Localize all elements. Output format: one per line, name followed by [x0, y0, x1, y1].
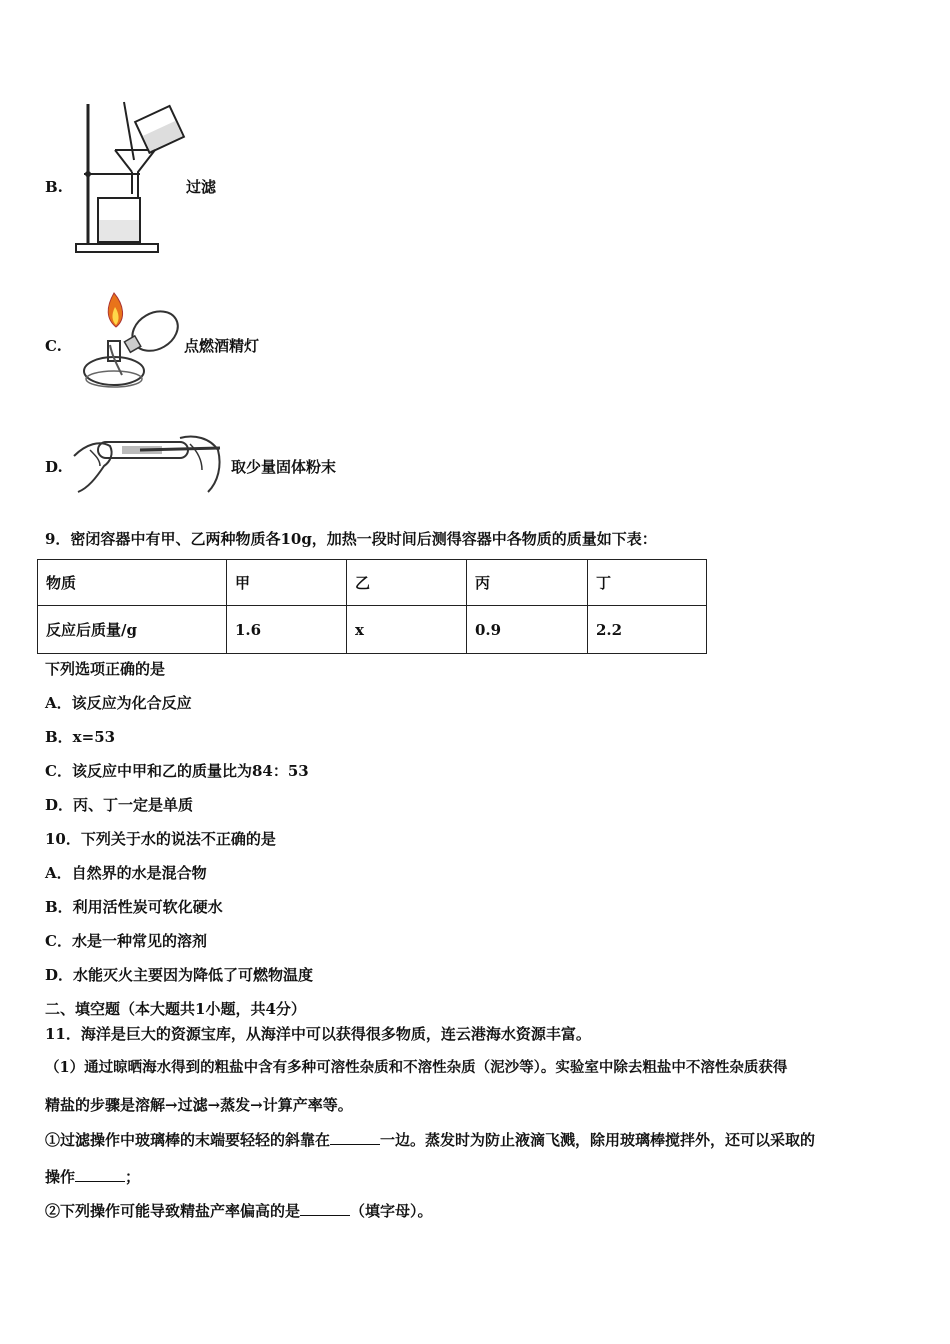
q11-part1-line1: （1）通过晾晒海水得到的粗盐中含有多种可溶性杂质和不溶性杂质（泥沙等）。实验室中除去粗盐中不溶性杂质获得: [45, 1059, 788, 1076]
q11-sub1-line1: [45, 1130, 815, 1149]
table-cell: 反应后质量/g: [38, 606, 227, 654]
q11-part1-line2: 精盐的步骤是溶解→过滤→蒸发→计算产率等。: [45, 1096, 353, 1114]
table-cell: 0.9: [467, 606, 588, 654]
table-header-cell: 丁: [588, 560, 707, 606]
table-cell: 1.6: [227, 606, 347, 654]
q11-sub1-text-a: ①过滤操作中玻璃棒的末端要轻轻的斜靠在: [45, 1131, 331, 1149]
q11-sub1-text-c: 操作: [45, 1168, 76, 1186]
section-title: 二、填空题（本大题共1小题，共4分）: [45, 1000, 306, 1018]
q9-option-d: D．丙、丁一定是单质: [45, 796, 194, 814]
q10-option-d: D．水能灭火主要因为降低了可燃物温度: [45, 966, 314, 984]
filtration-apparatus-icon: [70, 98, 190, 258]
q9-option-a: A．该反应为化合反应: [45, 694, 192, 712]
option-d-letter: D.: [45, 458, 63, 476]
option-b-letter: B.: [45, 178, 63, 196]
answer-blank[interactable]: [75, 1167, 125, 1182]
q9-stem: 9．密闭容器中有甲、乙两种物质各10g，加热一段时间后测得容器中各物质的质量如下表：: [45, 530, 657, 548]
table-cell: x: [347, 606, 467, 654]
q10-option-a: A．自然界的水是混合物: [45, 864, 207, 882]
option-d-text: 取少量固体粉末: [231, 458, 337, 476]
q11-sub1-text-d: ；: [125, 1168, 141, 1186]
q10-option-c: C．水是一种常见的溶剂: [45, 932, 207, 950]
q11-sub2-text-a: ②下列操作可能导致精盐产率偏高的是: [45, 1202, 301, 1220]
table-row: [38, 606, 707, 654]
table-cell: 2.2: [588, 606, 707, 654]
table-header-cell: 乙: [347, 560, 467, 606]
q10-option-b: B．利用活性炭可软化硬水: [45, 898, 223, 916]
alcohol-lamp-lighting-icon: [76, 285, 186, 395]
table-header-cell: 丙: [467, 560, 588, 606]
q11-sub2-line: [45, 1201, 433, 1220]
q11-sub2-text-b: （填字母）。: [350, 1202, 433, 1220]
mass-table: [37, 559, 707, 654]
answer-blank[interactable]: [330, 1130, 380, 1145]
q9-option-c: C．该反应中甲和乙的质量比为84：53: [45, 762, 309, 780]
option-c-letter: C.: [45, 337, 62, 355]
table-header-cell: 物质: [38, 560, 227, 606]
q11-sub1-text-b: 一边。蒸发时为防止液滴飞溅，除用玻璃棒搅拌外，还可以采取的: [380, 1131, 816, 1149]
table-header-cell: 甲: [227, 560, 347, 606]
q10-stem: 10．下列关于水的说法不正确的是: [45, 830, 276, 848]
test-tube-powder-icon: [70, 426, 230, 496]
q9-option-b: B．x=53: [45, 728, 116, 746]
option-b-text: 过滤: [186, 178, 217, 196]
option-c-text: 点燃酒精灯: [184, 337, 260, 355]
table-row: [38, 560, 707, 606]
q11-stem: 11．海洋是巨大的资源宝库，从海洋中可以获得很多物质，连云港海水资源丰富。: [45, 1025, 591, 1043]
answer-blank[interactable]: [300, 1201, 350, 1216]
q9-prompt: 下列选项正确的是: [45, 660, 166, 678]
q11-sub1-line2: [45, 1167, 140, 1186]
